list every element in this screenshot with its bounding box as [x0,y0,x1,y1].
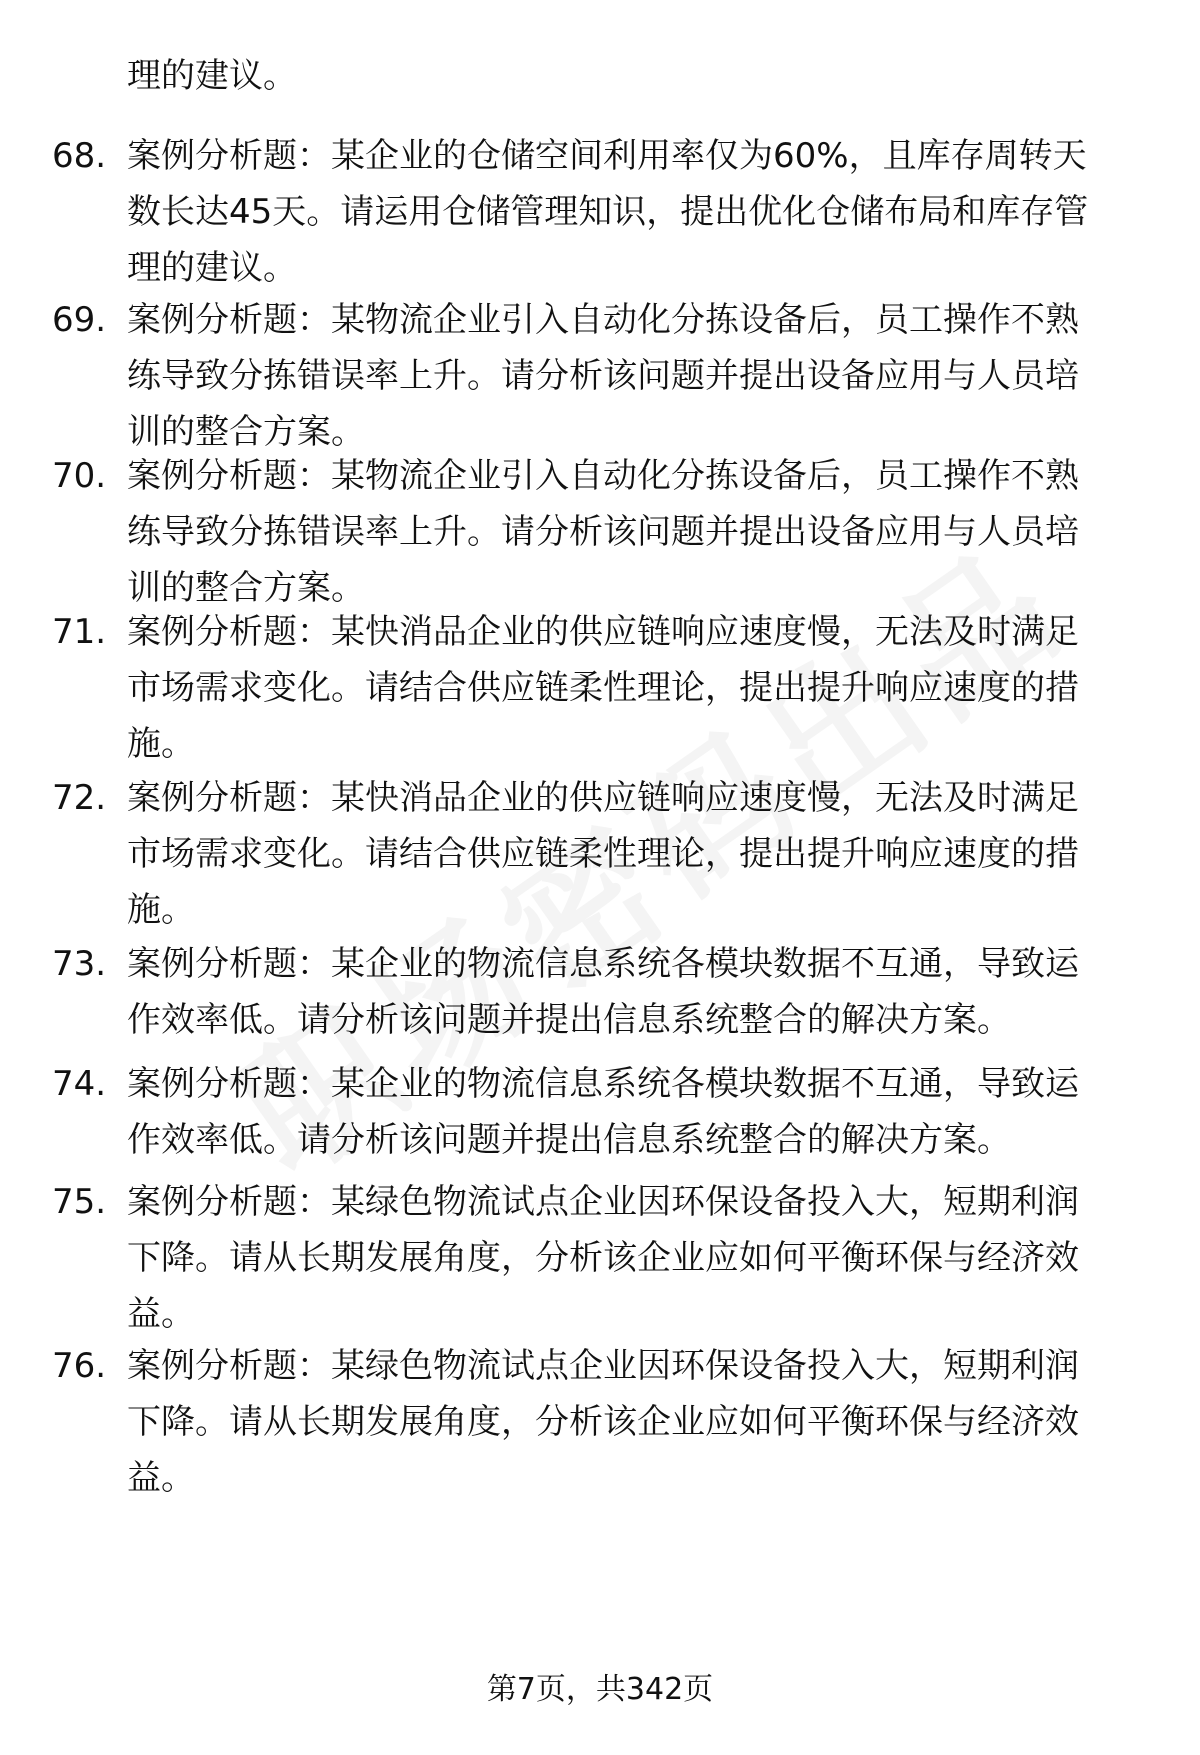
question-text-line: 案例分析题：某企业的仓储空间利用率仅为60%，且库存周转天 [127,136,1087,176]
question-text-line: 市场需求变化。请结合供应链柔性理论，提出提升响应速度的措 [127,834,1079,874]
question-text-line: 益。 [127,1294,195,1334]
question-text-line: 案例分析题：某企业的物流信息系统各模块数据不互通，导致运 [127,1064,1079,1104]
question-number: 73. [52,944,107,984]
question-text-line: 作效率低。请分析该问题并提出信息系统整合的解决方案。 [127,1120,1011,1160]
question-text-line: 作效率低。请分析该问题并提出信息系统整合的解决方案。 [127,1000,1011,1040]
page-number-footer: 第7页，共342页 [486,1672,714,1707]
question-text-line: 数长达45天。请运用仓储管理知识，提出优化仓储布局和库存管 [127,192,1089,232]
question-text-line: 益。 [127,1458,195,1498]
question-text-line: 案例分析题：某物流企业引入自动化分拣设备后，员工操作不熟 [127,300,1079,340]
question-number: 72. [52,778,107,818]
question-number: 69. [52,300,107,340]
question-text-line: 施。 [127,724,195,764]
question-text-line: 理的建议。 [127,248,297,288]
question-text-line: 案例分析题：某绿色物流试点企业因环保设备投入大，短期利润 [127,1182,1079,1222]
question-text-line: 下降。请从长期发展角度，分析该企业应如何平衡环保与经济效 [127,1238,1079,1278]
question-number: 74. [52,1064,107,1104]
question-text-line: 训的整合方案。 [127,412,365,452]
question-text-line: 训的整合方案。 [127,568,365,608]
question-text-line: 市场需求变化。请结合供应链柔性理论，提出提升响应速度的措 [127,668,1079,708]
question-text-line: 练导致分拣错误率上升。请分析该问题并提出设备应用与人员培 [127,512,1079,552]
question-number: 76. [52,1346,107,1386]
question-text-line: 案例分析题：某绿色物流试点企业因环保设备投入大，短期利润 [127,1346,1079,1386]
question-text-line: 练导致分拣错误率上升。请分析该问题并提出设备应用与人员培 [127,356,1079,396]
question-text-line: 案例分析题：某物流企业引入自动化分拣设备后，员工操作不熟 [127,456,1079,496]
question-text-line: 案例分析题：某快消品企业的供应链响应速度慢，无法及时满足 [127,778,1079,818]
question-text-line: 案例分析题：某快消品企业的供应链响应速度慢，无法及时满足 [127,612,1079,652]
question-text-line: 下降。请从长期发展角度，分析该企业应如何平衡环保与经济效 [127,1402,1079,1442]
question-number: 75. [52,1182,107,1222]
question-number: 68. [52,136,107,176]
question-text-line: 案例分析题：某企业的物流信息系统各模块数据不互通，导致运 [127,944,1079,984]
continuation-line: 理的建议。 [127,56,297,96]
question-text-line: 施。 [127,890,195,930]
question-number: 70. [52,456,107,496]
question-number: 71. [52,612,107,652]
